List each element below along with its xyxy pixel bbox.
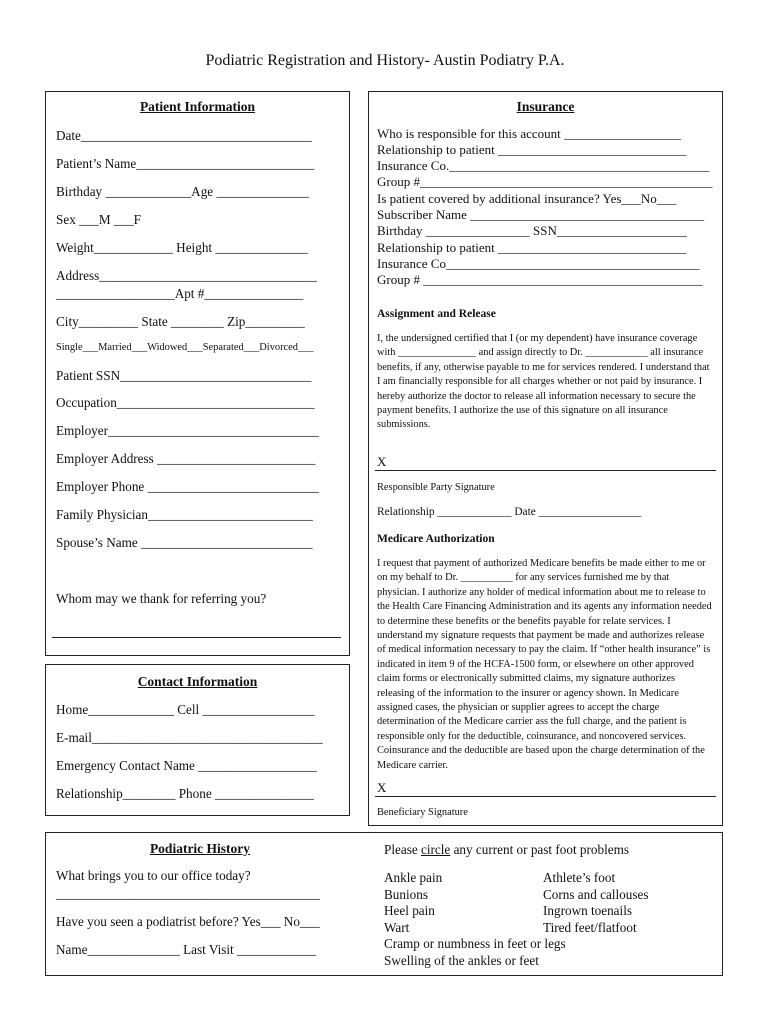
visit-reason-answer-line[interactable]: ________________________________________ [56, 886, 320, 901]
assignment-release-text: I, the undersigned certified that I (or my dependent) have insurance coverage with _______________ and assign directly to Dr. ____________ all insurance benefits, if any, otherwise payable to me for services rendered. I understand that I am financially responsible for all charges whether or not paid by insurance. I hereby authorize the doctor to release all information necessary to secure the payment benefits. I authorize the use of this signature on all insurance submissions. [377, 333, 710, 431]
insurance-heading: Insurance [516, 99, 575, 114]
marital-status-field[interactable]: Single___Married___Widowed___Separated___Divorced___ [56, 342, 314, 353]
email-field[interactable]: E-mail___________________________________ [56, 730, 323, 745]
patient-ssn-field[interactable]: Patient SSN_____________________________ [56, 368, 312, 383]
foot-problem-ingrown-toenails[interactable]: Ingrown toenails [543, 903, 632, 918]
date-field[interactable]: Date___________________________________ [56, 128, 312, 143]
birthday-age-field[interactable]: Birthday _____________Age ______________ [56, 184, 309, 199]
podiatric-history-heading: Podiatric History [149, 841, 251, 856]
insurance-section [368, 91, 723, 826]
responsible-account-field[interactable]: Who is responsible for this account __________________ [377, 126, 682, 141]
patient-name-field[interactable]: Patient’s Name___________________________ [56, 156, 315, 171]
beneficiary-signature-line[interactable] [375, 796, 716, 797]
foot-problem-corns-callouses[interactable]: Corns and callouses [543, 886, 649, 902]
emergency-contact-field[interactable]: Emergency Contact Name __________________ [56, 758, 317, 773]
secondary-insurance-company-field[interactable]: Insurance Co_______________________________________ [377, 256, 700, 271]
relationship-to-patient-field[interactable]: Relationship to patient _____________________________ [377, 142, 687, 157]
foot-problems-prompt [384, 842, 629, 858]
city-state-zip-field[interactable]: City_________ State ________ Zip_________ [56, 314, 305, 329]
foot-problems-right-column [543, 870, 648, 936]
responsible-party-signature-line[interactable] [375, 470, 716, 471]
additional-insurance-field[interactable]: Is patient covered by additional insurance? Yes___No___ [377, 191, 677, 206]
visit-reason-question: What brings you to our office today? [56, 868, 251, 883]
assignment-x-mark: X [377, 454, 387, 469]
name-last-visit-field[interactable]: Name______________ Last Visit ____________ [56, 942, 317, 957]
subscriber-birthday-ssn-field[interactable]: Birthday ________________ SSN____________________ [377, 223, 687, 238]
patient-information-section [45, 91, 350, 656]
foot-problems-prompt-post: any current or past foot problems [450, 842, 629, 857]
referral-question: Whom may we thank for referring you? [56, 591, 267, 606]
beneficiary-signature-label: Beneficiary Signature [377, 807, 468, 818]
patient-information-heading: Patient Information [139, 99, 256, 114]
family-physician-field[interactable]: Family Physician_________________________ [56, 507, 313, 522]
secondary-group-number-field[interactable]: Group # ___________________________________________ [377, 272, 703, 287]
address-apt-field[interactable]: __________________Apt #_______________ [56, 286, 304, 301]
insurance-company-field[interactable]: Insurance Co.________________________________________ [377, 158, 710, 173]
responsible-party-signature-label: Responsible Party Signature [377, 482, 495, 493]
group-number-field[interactable]: Group #_____________________________________________ [377, 174, 713, 189]
foot-problem-tired-feet[interactable]: Tired feet/flatfoot [543, 919, 637, 935]
foot-problems-prompt-pre: Please [384, 842, 421, 857]
secondary-relationship-field[interactable]: Relationship to patient _____________________________ [377, 240, 687, 255]
relationship-phone-field[interactable]: Relationship________ Phone _______________ [56, 786, 314, 801]
employer-phone-field[interactable]: Employer Phone __________________________ [56, 479, 320, 494]
form-title: Podiatric Registration and History- Austin Podiatry P.A. [205, 52, 565, 69]
foot-problem-heel-pain[interactable]: Heel pain [384, 903, 435, 918]
medicare-authorization-heading: Medicare Authorization [377, 533, 495, 545]
foot-problems-left-column [384, 870, 442, 936]
relationship-date-field[interactable]: Relationship _____________ Date __________________ [377, 506, 642, 518]
contact-information-heading: Contact Information [137, 674, 258, 689]
sex-field[interactable]: Sex ___M ___F [56, 212, 141, 227]
assignment-release-heading: Assignment and Release [377, 308, 496, 320]
foot-problem-cramp-numbness[interactable]: Cramp or numbness in feet or legs [384, 936, 566, 951]
employer-address-field[interactable]: Employer Address ________________________ [56, 451, 316, 466]
address-field[interactable]: Address_________________________________ [56, 268, 317, 283]
spouse-name-field[interactable]: Spouse’s Name __________________________ [56, 535, 313, 550]
employer-field[interactable]: Employer________________________________ [56, 423, 320, 438]
subscriber-name-field[interactable]: Subscriber Name ____________________________________ [377, 207, 705, 222]
foot-problem-bunions[interactable]: Bunions [384, 886, 428, 902]
foot-problems-full-rows [384, 936, 566, 969]
foot-problem-athletes-foot[interactable]: Athlete’s foot [543, 870, 616, 885]
medicare-authorization-text: I request that payment of authorized Medicare benefits be made either to me or on my behalf to Dr. __________ for any services furnished me by that physician. I authorize any holder of medical information about me to release to the Health Care Financing Administration and its agents any information needed to determine these benefits or the benefits payable for relate services. I understand my signature requests that payment be made and authorizes release of medical information necessary to pay the claim. If “other health insurance” is indicated in item 9 of the HCFA-1500 form, or elsewhere on other approved claim forms or electronically submitted claims, my signature authorizes releasing of the information to the insurer or agency shown. In Medicare assigned cases, the physician or supplier agrees to accept the charge determination of the Medicare carrier ass the full charge, and the patient is responsible only for the deductible, coinsurance, and noncovered services. Coinsurance and the deductible are based upon the charge determination of the Medicare carrier. [377, 558, 712, 771]
foot-problem-ankle-pain[interactable]: Ankle pain [384, 870, 443, 885]
podiatric-history-section [45, 832, 723, 976]
foot-problems-prompt-circle: circle [421, 842, 451, 857]
weight-height-field[interactable]: Weight____________ Height ______________ [56, 240, 308, 255]
seen-podiatrist-field[interactable]: Have you seen a podiatrist before? Yes___ No___ [56, 914, 320, 929]
occupation-field[interactable]: Occupation______________________________ [56, 395, 315, 410]
referral-answer-line[interactable] [52, 637, 341, 638]
foot-problem-wart[interactable]: Wart [384, 919, 410, 935]
foot-problem-swelling[interactable]: Swelling of the ankles or feet [384, 952, 539, 968]
home-cell-field[interactable]: Home_____________ Cell _________________ [56, 702, 315, 717]
contact-information-section [45, 664, 350, 816]
medicare-x-mark: X [377, 780, 387, 795]
